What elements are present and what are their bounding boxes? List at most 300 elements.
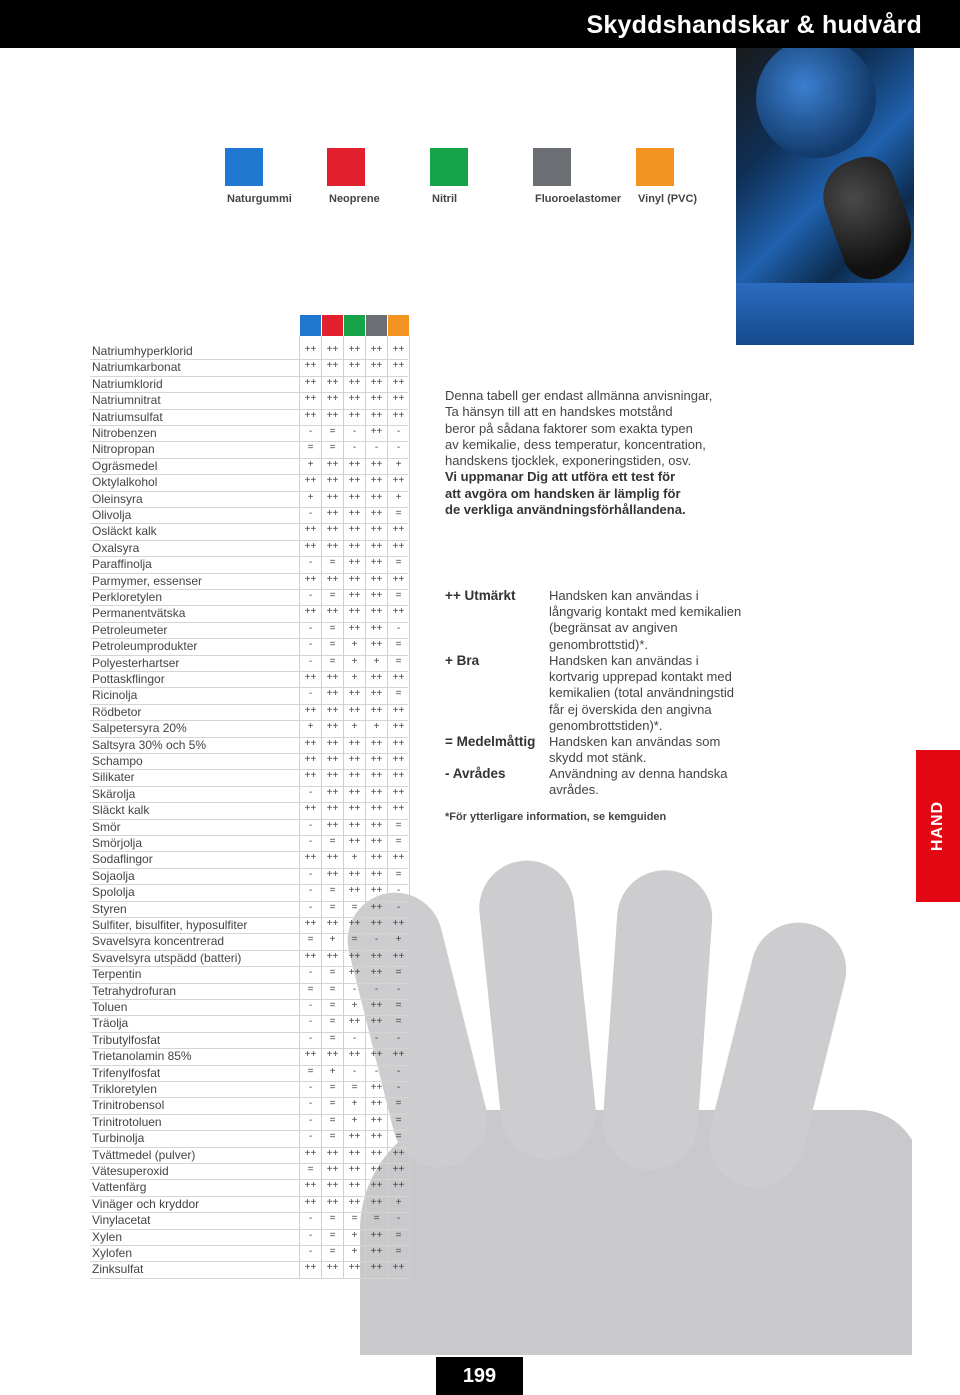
rating-cell: - <box>308 655 313 667</box>
rating-cell: ++ <box>326 688 339 700</box>
rating-cell: ++ <box>348 803 361 815</box>
rating-cell: + <box>351 655 358 667</box>
rating-cell: ++ <box>348 950 361 962</box>
rating-cell: ++ <box>370 885 383 897</box>
chemical-name: Släckt kalk <box>92 803 150 818</box>
rating-cell: ++ <box>370 606 383 618</box>
rating-cell: ++ <box>392 737 405 749</box>
rating-cell: ++ <box>370 458 383 470</box>
rating-cell: ++ <box>348 1262 361 1274</box>
legend-label: Fluoroelastomer <box>535 193 622 205</box>
rating-cell: ++ <box>304 918 317 929</box>
table-row <box>90 1032 408 1049</box>
table-row <box>90 523 408 540</box>
rating-cell: ++ <box>326 704 339 716</box>
chemical-name: Nitrobenzen <box>92 426 157 440</box>
rating-cell: ++ <box>392 1147 405 1159</box>
rating-cell: = <box>329 622 336 634</box>
table-row <box>90 802 408 819</box>
table-row <box>90 1048 408 1065</box>
rating-description-line: långvarig kontakt med kemikalien <box>549 604 742 620</box>
rating-cell: - <box>308 590 313 601</box>
chemical-name: Osläckt kalk <box>92 524 157 539</box>
rating-cell: + <box>395 458 402 470</box>
chemical-name: Svavelsyra utspädd (batteri) <box>92 950 242 965</box>
rating-cell: ++ <box>348 458 361 470</box>
table-row <box>90 851 408 868</box>
chemical-name: Träolja <box>92 1016 129 1031</box>
rating-cell: ++ <box>304 950 317 962</box>
rating-cell: - <box>308 1114 313 1126</box>
info-note-line: de verkliga användningsförhållandena. <box>445 502 686 518</box>
legend-item <box>430 148 468 205</box>
rating-cell: = <box>329 1213 336 1225</box>
legend-swatch <box>636 148 674 186</box>
rating-cell: = <box>329 655 336 667</box>
rating-cell: ++ <box>370 1082 383 1093</box>
rating-cell: ++ <box>304 409 317 421</box>
rating-cell: - <box>308 885 313 897</box>
rating-cell: ++ <box>326 524 339 536</box>
rating-cell: + <box>395 1196 402 1208</box>
rating-cell: ++ <box>370 1098 383 1110</box>
rating-cell: - <box>396 1065 401 1077</box>
rating-cell: = <box>395 655 402 667</box>
rating-cell: ++ <box>392 1164 405 1175</box>
rating-cell: ++ <box>370 573 383 585</box>
rating-cell: ++ <box>304 672 317 683</box>
table-row <box>90 605 408 622</box>
rating-cell: + <box>329 1065 336 1077</box>
rating-cell: ++ <box>304 704 317 716</box>
rating-description-line: kortvarig upprepad kontakt med <box>549 669 732 685</box>
rating-cell: ++ <box>392 540 405 552</box>
rating-cell: ++ <box>392 344 405 355</box>
rating-cell: ++ <box>304 1147 317 1159</box>
rating-cell: = <box>395 1098 402 1110</box>
chemical-name: Perkloretylen <box>92 590 163 604</box>
legend-label: Nitril <box>432 193 458 205</box>
chemical-name: Styren <box>92 901 127 916</box>
rating-cell: ++ <box>304 360 317 372</box>
rating-cell: = <box>329 426 336 437</box>
rating-cell: ++ <box>370 672 383 683</box>
info-line: av kemikalie, dess temperatur, koncentration, <box>445 436 706 452</box>
rating-cell: = <box>395 1246 402 1257</box>
rating-cell: - <box>352 442 357 454</box>
rating-cell: - <box>352 983 357 995</box>
table-row <box>90 966 408 983</box>
rating-cell: = <box>351 934 358 946</box>
chemical-name: Sulfiter, bisulfiter, hyposulfiter <box>92 918 248 932</box>
rating-cell: = <box>351 901 358 913</box>
rating-cell: + <box>307 458 314 470</box>
rating-cell: - <box>308 1246 313 1257</box>
table-row <box>90 491 408 508</box>
chemical-name: Vinylacetat <box>92 1213 151 1228</box>
rating-cell: ++ <box>326 819 339 831</box>
info-line: handskens tjocklek, exponeringstiden, osv. <box>445 453 692 469</box>
rating-description-line: skydd mot stänk. <box>549 750 647 766</box>
rating-cell: ++ <box>326 803 339 815</box>
table-row <box>90 655 408 672</box>
rating-cell: - <box>308 508 313 519</box>
rating-cell: ++ <box>304 540 317 552</box>
rating-cell: ++ <box>348 967 361 979</box>
rating-cell: - <box>396 426 401 437</box>
chemical-name: Smörjolja <box>92 836 143 850</box>
rating-cell: + <box>351 1246 358 1257</box>
page-title: Skyddshandskar & hudvård <box>586 11 922 39</box>
rating-cell: ++ <box>348 540 361 552</box>
rating-cell: ++ <box>370 508 383 519</box>
rating-cell: ++ <box>370 1262 383 1274</box>
table-row <box>90 1130 408 1147</box>
rating-description-line: Handsken kan användas som <box>549 734 721 749</box>
rating-cell: + <box>351 1098 358 1110</box>
rating-cell: ++ <box>348 573 361 585</box>
rating-cell: ++ <box>392 918 405 929</box>
chemical-name: Toluen <box>92 1000 128 1014</box>
rating-cell: ++ <box>326 950 339 962</box>
rating-cell: + <box>351 1229 358 1241</box>
rating-cell: ++ <box>304 1196 317 1208</box>
rating-cell: ++ <box>326 1196 339 1208</box>
rating-cell: ++ <box>326 1049 339 1061</box>
rating-cell: ++ <box>370 540 383 552</box>
chemical-name: Oleinsyra <box>92 491 143 506</box>
rating-cell: - <box>308 1213 313 1225</box>
rating-cell: - <box>308 967 313 979</box>
rating-cell: ++ <box>370 475 383 487</box>
chemical-name: Vattenfärg <box>92 1180 147 1195</box>
rating-description-line: (begränsat av angiven <box>549 620 678 636</box>
rating-cell: ++ <box>370 426 383 437</box>
rating-cell: ++ <box>348 508 361 519</box>
rating-cell: = <box>329 1016 336 1028</box>
rating-cell: - <box>308 1098 313 1110</box>
rating-description <box>549 588 759 653</box>
rating-cell: ++ <box>370 409 383 421</box>
chemical-name: Petroleumeter <box>92 622 168 637</box>
rating-cell: ++ <box>392 721 405 733</box>
legend-label: Neoprene <box>329 193 380 205</box>
rating-cell: ++ <box>326 475 339 487</box>
rating-cell: = <box>307 1065 314 1077</box>
table-header-swatch <box>322 315 343 336</box>
rating-cell: ++ <box>326 508 339 519</box>
photo-tray <box>736 283 914 345</box>
rating-cell: = <box>329 1098 336 1110</box>
rating-cell: ++ <box>326 409 339 421</box>
chemical-name: Turbinolja <box>92 1131 145 1146</box>
rating-cell: - <box>352 1032 357 1044</box>
rating-cell: ++ <box>392 409 405 421</box>
table-row <box>90 573 408 590</box>
rating-cell: = <box>307 983 314 995</box>
rating-cell: = <box>329 1246 336 1257</box>
rating-cell: - <box>308 426 313 437</box>
rating-cell: - <box>374 442 379 454</box>
table-row <box>90 999 408 1016</box>
rating-cell: ++ <box>348 770 361 782</box>
rating-cell: ++ <box>370 754 383 765</box>
chemical-name: Salpetersyra 20% <box>92 721 187 736</box>
table-row <box>90 671 408 688</box>
rating-cell: = <box>329 1114 336 1126</box>
legend-swatch <box>533 148 571 186</box>
rating-cell: - <box>396 983 401 995</box>
rating-cell: ++ <box>326 868 339 880</box>
rating-cell: = <box>329 885 336 897</box>
rating-cell: - <box>308 1131 313 1143</box>
chemical-name: Paraffinolja <box>92 557 152 572</box>
rating-cell: - <box>308 1016 313 1028</box>
rating-cell: - <box>396 885 401 897</box>
rating-cell: ++ <box>392 950 405 962</box>
chemical-name: Olivolja <box>92 508 132 522</box>
rating-cell: - <box>396 1213 401 1225</box>
footnote: *För ytterligare information, se kemguiden <box>445 811 667 823</box>
rating-cell: = <box>307 1164 314 1175</box>
info-line: Ta hänsyn till att en handskes motstånd <box>445 404 673 420</box>
rating-cell: ++ <box>370 901 383 913</box>
rating-cell: ++ <box>348 786 361 798</box>
rating-cell: ++ <box>392 524 405 536</box>
rating-cell: ++ <box>370 852 383 864</box>
rating-cell: ++ <box>348 737 361 749</box>
chemical-name: Skärolja <box>92 786 136 801</box>
rating-cell: ++ <box>370 344 383 355</box>
rating-cell: + <box>373 655 380 667</box>
rating-cell: ++ <box>348 622 361 634</box>
rating-cell: - <box>352 1065 357 1077</box>
rating-cell: + <box>307 491 314 503</box>
photo-sleeve <box>756 48 876 158</box>
page-number: 199 <box>436 1357 523 1395</box>
table-row <box>90 1196 408 1213</box>
rating-cell: ++ <box>348 557 361 569</box>
rating-cell: ++ <box>348 1049 361 1061</box>
rating-cell: ++ <box>348 819 361 831</box>
table-row <box>90 1065 408 1082</box>
rating-cell: ++ <box>370 1196 383 1208</box>
rating-cell: = <box>395 819 402 831</box>
table-row <box>90 933 408 950</box>
rating-cell: = <box>329 1032 336 1044</box>
table-column-divider <box>343 336 344 1278</box>
rating-description-line: avrådes. <box>549 782 599 798</box>
rating-cell: ++ <box>392 852 405 864</box>
table-row <box>90 474 408 491</box>
rating-cell: ++ <box>370 836 383 847</box>
rating-cell: = <box>395 590 402 601</box>
rating-cell: = <box>329 983 336 995</box>
table-row <box>90 1179 408 1196</box>
rating-cell: ++ <box>326 344 339 355</box>
rating-cell: = <box>351 1082 358 1093</box>
table-row <box>90 720 408 737</box>
rating-cell: ++ <box>370 557 383 569</box>
rating-cell: ++ <box>304 344 317 355</box>
rating-cell: - <box>396 622 401 634</box>
chemical-name: Vinäger och kryddor <box>92 1196 200 1211</box>
rating-cell: = <box>395 508 402 519</box>
rating-cell: + <box>373 721 380 733</box>
rating-cell: + <box>395 491 402 503</box>
rating-cell: = <box>329 1082 336 1093</box>
rating-cell: ++ <box>326 606 339 618</box>
rating-cell: ++ <box>392 475 405 487</box>
table-header-swatch <box>344 315 365 336</box>
info-note <box>445 469 715 518</box>
chemical-name: Parmymer, essenser <box>92 573 203 588</box>
chemical-name: Trietanolamin 85% <box>92 1049 192 1064</box>
rating-term: + Bra <box>445 653 480 668</box>
rating-description-line: genombrottstiden)*. <box>549 717 663 733</box>
info-lines <box>445 388 715 469</box>
rating-cell: ++ <box>348 885 361 897</box>
rating-cell: ++ <box>370 376 383 388</box>
chemical-name: Zinksulfat <box>92 1262 144 1277</box>
rating-cell: ++ <box>304 475 317 487</box>
table-row <box>90 1114 408 1131</box>
rating-cell: ++ <box>348 590 361 601</box>
chemical-name: Tetrahydrofuran <box>92 983 177 998</box>
rating-cell: = <box>395 1000 402 1011</box>
rating-description-line: genombrottstid)*. <box>549 636 648 652</box>
rating-cell: ++ <box>348 868 361 880</box>
rating-cell: = <box>395 967 402 979</box>
legend-item <box>636 148 698 205</box>
rating-cell: = <box>329 639 336 651</box>
rating-cell: + <box>351 672 358 683</box>
rating-description <box>549 766 759 798</box>
table-row <box>90 409 408 426</box>
table-row <box>90 1015 408 1032</box>
rating-cell: + <box>307 721 314 733</box>
rating-cell: - <box>374 1032 379 1044</box>
chemical-name: Permanentvätska <box>92 606 186 621</box>
rating-cell: ++ <box>392 770 405 782</box>
table-header-swatch <box>300 315 321 336</box>
chemical-name: Schampo <box>92 754 143 768</box>
table-row <box>90 1261 408 1278</box>
table-row <box>90 540 408 557</box>
chemical-name: Trikloretylen <box>92 1082 157 1096</box>
table-row <box>90 425 408 442</box>
rating-cell: ++ <box>370 491 383 503</box>
rating-cell: ++ <box>326 458 339 470</box>
rating-cell: - <box>396 1032 401 1044</box>
legend-swatch <box>327 148 365 186</box>
rating-cell: ++ <box>392 1180 405 1192</box>
rating-cell: ++ <box>370 803 383 815</box>
rating-description-line: Användning av denna handska <box>549 766 728 781</box>
page-header <box>0 0 960 48</box>
rating-cell: ++ <box>370 950 383 962</box>
rating-cell: ++ <box>348 836 361 847</box>
rating-cell: = <box>395 557 402 569</box>
table-row <box>90 441 408 458</box>
table-column-divider <box>365 336 366 1278</box>
table-row <box>90 359 408 376</box>
chemical-name: Oktylalkohol <box>92 475 158 490</box>
table-row <box>90 1245 408 1262</box>
rating-cell: ++ <box>348 688 361 700</box>
rating-cell: - <box>308 557 313 569</box>
rating-cell: ++ <box>370 524 383 536</box>
rating-cell: ++ <box>370 1049 383 1061</box>
rating-cell: ++ <box>304 803 317 815</box>
chemical-name: Natriumklorid <box>92 376 163 391</box>
table-row <box>90 786 408 803</box>
chemical-name: Vätesuperoxid <box>92 1164 169 1178</box>
rating-cell: ++ <box>370 1016 383 1028</box>
table-row <box>90 638 408 655</box>
rating-cell: ++ <box>304 1180 317 1192</box>
rating-cell: = <box>329 1000 336 1011</box>
chemical-name: Polyesterhartser <box>92 655 180 670</box>
rating-description <box>549 653 759 734</box>
chemical-name: Pottaskflingor <box>92 672 165 686</box>
rating-cell: = <box>395 639 402 651</box>
rating-cell: ++ <box>348 1131 361 1143</box>
table-row <box>90 687 408 704</box>
rating-cell: = <box>395 1114 402 1126</box>
chemical-name: Petroleumprodukter <box>92 639 198 654</box>
rating-cell: ++ <box>370 622 383 634</box>
rating-cell: ++ <box>304 770 317 782</box>
rating-cell: = <box>395 868 402 880</box>
rating-cell: ++ <box>326 360 339 372</box>
rating-cell: ++ <box>326 852 339 864</box>
rating-cell: - <box>374 983 379 995</box>
table-row <box>90 1081 408 1098</box>
chemical-name: Xylofen <box>92 1246 133 1260</box>
rating-cell: ++ <box>326 754 339 765</box>
rating-cell: - <box>308 1032 313 1044</box>
rating-cell: ++ <box>348 491 361 503</box>
table-row <box>90 917 408 934</box>
rating-cell: - <box>396 901 401 913</box>
chemical-name: Saltsyra 30% och 5% <box>92 737 207 752</box>
table-row <box>90 983 408 1000</box>
rating-description-line: Handsken kan användas i <box>549 653 699 668</box>
chemical-name: Silikater <box>92 770 135 785</box>
rating-cell: ++ <box>370 786 383 798</box>
rating-cell: - <box>308 1229 313 1241</box>
rating-cell: - <box>308 688 313 700</box>
legend-item <box>225 148 292 205</box>
rating-cell: ++ <box>392 1262 405 1274</box>
rating-cell: = <box>329 901 336 913</box>
rating-description-line: får ej överskida den angivna <box>549 701 712 717</box>
rating-cell: + <box>351 1114 358 1126</box>
chemical-name: Oxalsyra <box>92 540 140 555</box>
rating-cell: ++ <box>304 737 317 749</box>
table-header-swatch <box>388 315 409 336</box>
section-tab-hand <box>916 750 960 902</box>
chemical-name: Trifenylfosfat <box>92 1065 161 1080</box>
table-row <box>90 737 408 754</box>
chemical-name: Natriumnitrat <box>92 393 161 408</box>
rating-cell: ++ <box>326 672 339 683</box>
rating-cell: ++ <box>348 1180 361 1192</box>
rating-cell: ++ <box>392 786 405 798</box>
rating-cell: ++ <box>370 1229 383 1241</box>
chemical-name: Sojaolja <box>92 868 135 883</box>
